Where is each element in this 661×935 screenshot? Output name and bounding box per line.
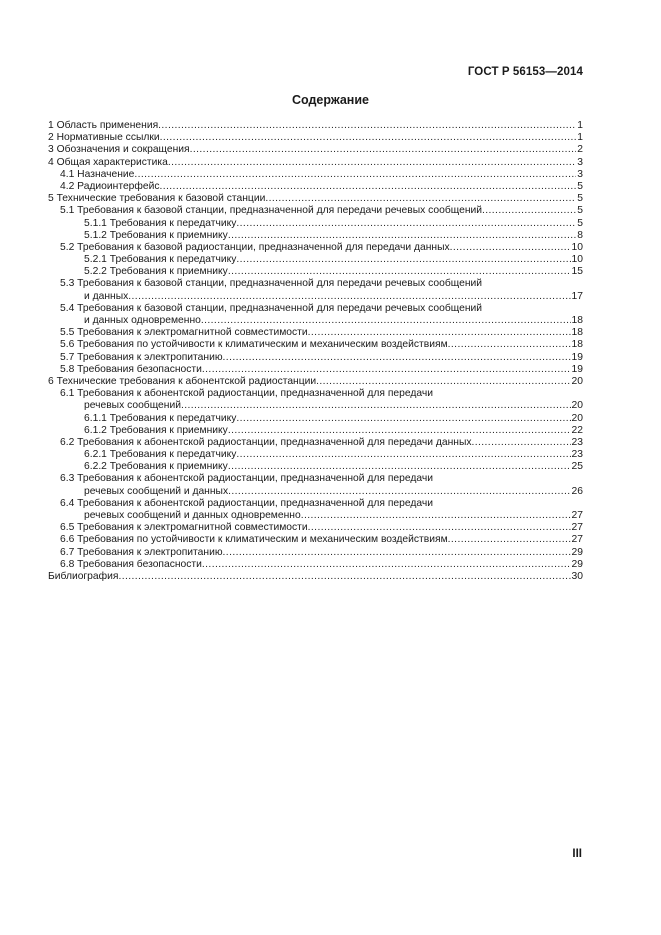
toc-entry-page: 5 — [577, 193, 583, 205]
toc-entry[interactable] — [48, 218, 583, 230]
dot-leader — [448, 534, 571, 546]
toc-entry-heading: 6.1 Требования к абонентской радиостанции, предназначенной для передачи — [60, 388, 433, 400]
toc-entry-text: 6.2 Требования к абонентской радиостанции, предназначенной для передачи данных — [60, 436, 472, 448]
toc-entry[interactable] — [48, 266, 583, 278]
dot-leader — [223, 352, 571, 364]
dot-leader — [160, 181, 577, 193]
toc-entry[interactable] — [48, 157, 583, 169]
dot-leader — [128, 291, 570, 303]
toc-entry-text: 5.2.2 Требования к приемнику — [84, 266, 228, 278]
toc-entry-page: 20 — [571, 412, 583, 424]
toc-entry[interactable] — [48, 230, 583, 242]
toc-entry-heading: 6.4 Требования к абонентской радиостанции, предназначенной для передачи — [60, 497, 433, 509]
page-number: III — [572, 848, 582, 860]
dot-leader — [450, 242, 571, 254]
toc-entry-page: 29 — [571, 558, 583, 570]
toc-entry-text: речевых сообщений — [84, 400, 181, 412]
toc-entry-page: 1 — [577, 120, 583, 131]
page-title: Содержание — [291, 93, 369, 107]
toc-entry-page: 2 — [577, 144, 583, 156]
toc-entry-text: 4 Общая характеристика — [48, 156, 168, 168]
toc-entry-text: 2 Нормативные ссылки — [48, 132, 160, 144]
dot-leader — [134, 169, 576, 181]
toc-entry-heading: 5.4 Требования к базовой станции, предназначенной для передачи речевых сообщений — [60, 302, 483, 314]
toc-entry-text: 5.2 Требования к базовой радиостанции, предназначенной для передачи данных — [60, 241, 450, 253]
toc-entry-page: 26 — [571, 485, 583, 497]
toc-entry[interactable] — [48, 522, 583, 534]
toc-entry[interactable] — [48, 534, 583, 546]
toc-entry-page: 27 — [571, 534, 583, 546]
toc-entry-page: 29 — [571, 546, 583, 558]
dot-leader — [202, 559, 571, 571]
toc-entry-text: 4.2 Радиоинтерфейс — [60, 180, 160, 192]
toc-entry-page: 27 — [571, 510, 583, 521]
toc-entry-page: 19 — [571, 363, 583, 375]
toc-entry-text: 5.1.1 Требования к передатчику — [84, 217, 237, 229]
dot-leader — [236, 413, 570, 425]
toc-entry-text: и данных — [84, 290, 129, 302]
dot-leader — [265, 193, 576, 205]
dot-leader — [223, 547, 571, 559]
toc-entry[interactable] — [48, 315, 583, 327]
toc-entry-page: 10 — [571, 241, 583, 253]
dot-leader — [202, 364, 571, 376]
dot-leader — [301, 510, 571, 522]
toc-entry-page: 27 — [571, 522, 583, 534]
toc-entry[interactable] — [48, 169, 583, 181]
toc-entry-heading: 6.3 Требования к абонентской радиостанции, предназначенной для передачи — [60, 473, 433, 485]
toc-entry[interactable] — [48, 400, 583, 412]
toc-entry-page: 17 — [571, 290, 583, 302]
toc-entry[interactable] — [48, 254, 583, 266]
toc-entry[interactable] — [48, 510, 583, 522]
dot-leader — [158, 120, 576, 132]
toc-entry-page: 5 — [577, 205, 583, 217]
toc-entry-text: 6.1.1 Требования к передатчику — [84, 412, 237, 424]
toc-entry[interactable] — [48, 291, 583, 303]
dot-leader — [308, 522, 571, 534]
dot-leader — [228, 266, 571, 278]
toc-entry-page: 15 — [571, 266, 583, 278]
table-of-contents — [48, 120, 583, 583]
toc-entry-text: 5.1 Требования к базовой станции, предназначенной для передачи речевых сообщений — [60, 205, 483, 217]
toc-entry[interactable] — [48, 205, 583, 217]
toc-entry-text: 6.2.2 Требования к приемнику — [84, 461, 228, 473]
dot-leader — [472, 437, 571, 449]
toc-entry-page: 20 — [571, 400, 583, 412]
toc-entry-page: 23 — [571, 436, 583, 448]
toc-entry-text: 3 Обозначения и сокращения — [48, 144, 190, 156]
toc-entry[interactable] — [48, 352, 583, 364]
doc-code: ГОСТ Р 56153—2014 — [467, 66, 583, 78]
dot-leader — [118, 571, 570, 583]
dot-leader — [308, 327, 571, 339]
toc-entry-text: 5.5 Требования к электромагнитной совместимости — [60, 327, 308, 339]
dot-leader — [316, 376, 570, 388]
toc-entry[interactable] — [48, 449, 583, 461]
toc-entry-page: 22 — [571, 424, 583, 436]
toc-entry[interactable] — [48, 547, 583, 559]
toc-entry-text: 6.5 Требования к электромагнитной совместимости — [60, 522, 308, 534]
toc-entry-page: 5 — [577, 217, 583, 229]
toc-entry-page: 10 — [571, 254, 583, 266]
toc-entry-page: 5 — [577, 180, 583, 192]
toc-entry-text: Библиография — [48, 570, 119, 582]
toc-entry-page: 30 — [571, 570, 583, 582]
dot-leader — [160, 132, 577, 144]
dot-leader — [236, 218, 576, 230]
dot-leader — [181, 400, 571, 412]
toc-entry-text: и данных одновременно — [84, 315, 201, 326]
toc-entry[interactable] — [48, 339, 583, 351]
toc-entry[interactable] — [48, 242, 583, 254]
dot-leader — [228, 486, 570, 498]
toc-entry-text: 5.2.1 Требования к передатчику — [84, 254, 237, 266]
toc-entry[interactable] — [48, 413, 583, 425]
toc-entry[interactable] — [48, 559, 583, 571]
dot-leader — [228, 425, 571, 437]
dot-leader — [190, 144, 577, 156]
toc-entry[interactable] — [48, 144, 583, 156]
toc-entry-page: 3 — [577, 156, 583, 168]
toc-entry-text: 6.8 Требования безопасности — [60, 558, 202, 570]
toc-entry-text: 5.7 Требования к электропитанию — [60, 351, 223, 363]
dot-leader — [482, 205, 576, 217]
toc-entry-text: 5.1.2 Требования к приемнику — [84, 229, 228, 241]
toc-entry-text: речевых сообщений и данных — [84, 485, 229, 497]
toc-entry[interactable] — [48, 120, 583, 132]
toc-entry-text: 6.2.1 Требования к передатчику — [84, 449, 237, 461]
toc-entry-text: 5.6 Требования по устойчивости к климатическим и механическим воздействиям — [60, 339, 448, 351]
toc-entry-page: 18 — [571, 327, 583, 339]
toc-entry-text: 6.6 Требования по устойчивости к климатическим и механическим воздействиям — [60, 534, 448, 546]
toc-entry-page: 18 — [571, 315, 583, 326]
toc-entry[interactable] — [48, 327, 583, 339]
toc-entry-text: 5 Технические требования к базовой станции — [48, 193, 266, 205]
toc-entry[interactable] — [48, 193, 583, 205]
dot-leader — [201, 315, 571, 327]
toc-entry-page: 23 — [571, 449, 583, 461]
dot-leader — [236, 254, 570, 266]
toc-entry-page: 8 — [577, 229, 583, 241]
toc-entry-text: 6.1.2 Требования к приемнику — [84, 424, 228, 436]
toc-entry[interactable] — [48, 132, 583, 144]
toc-entry-text: 1 Область применения — [48, 120, 159, 131]
toc-entry[interactable] — [48, 376, 583, 388]
dot-leader — [236, 449, 570, 461]
dot-leader — [228, 230, 576, 242]
toc-entry-page: 3 — [577, 168, 583, 180]
toc-entry[interactable] — [48, 486, 583, 498]
toc-entry[interactable] — [48, 364, 583, 376]
toc-entry-text: 6.7 Требования к электропитанию — [60, 546, 223, 558]
toc-entry-page: 18 — [571, 339, 583, 351]
toc-entry[interactable] — [48, 425, 583, 437]
toc-entry-text: 6 Технические требования к абонентской радиостанции — [48, 375, 317, 387]
toc-entry-page: 20 — [571, 375, 583, 387]
toc-entry-page: 1 — [577, 132, 583, 144]
toc-entry-heading: 5.3 Требования к базовой станции, предназначенной для передачи речевых сообщений — [60, 278, 483, 290]
toc-entry-text: 4.1 Назначение — [60, 168, 135, 180]
dot-leader — [168, 157, 576, 169]
toc-entry-page: 19 — [571, 351, 583, 363]
toc-entry[interactable] — [48, 461, 583, 473]
dot-leader — [448, 339, 571, 351]
toc-entry[interactable] — [48, 571, 583, 583]
toc-entry[interactable] — [48, 437, 583, 449]
toc-entry-text: речевых сообщений и данных одновременно — [84, 510, 301, 521]
dot-leader — [228, 461, 571, 473]
toc-entry-text: 5.8 Требования безопасности — [60, 363, 202, 375]
toc-entry[interactable] — [48, 181, 583, 193]
toc-entry-page: 25 — [571, 461, 583, 473]
